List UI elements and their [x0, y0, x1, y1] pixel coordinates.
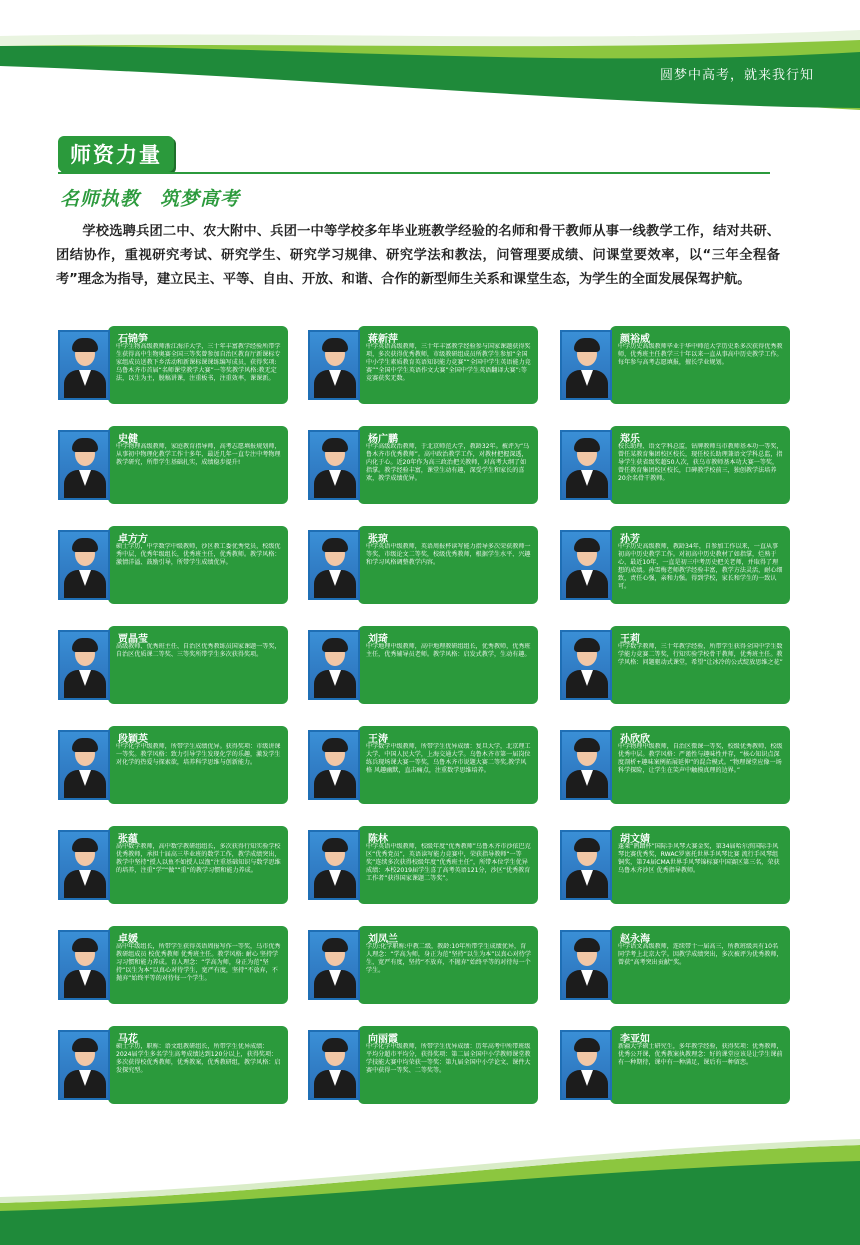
teacher-photo — [308, 430, 360, 500]
teacher-description: 中学历史高级教师毕业于华中师范大学历史系多次获得优秀教师，优秀班主任教学三十年以来一直从事高中历史教学工作。每年参与高考志愿填报，擅长学业规划。 — [618, 343, 783, 366]
teacher-photo — [58, 730, 110, 800]
teacher-name: 陈林 — [368, 834, 388, 845]
teacher-name: 胡文婧 — [620, 834, 650, 845]
teacher-photo — [308, 330, 360, 400]
teacher-photo — [58, 530, 110, 600]
teacher-photo — [560, 930, 612, 1000]
teacher-card — [58, 326, 288, 404]
teacher-name: 赵永海 — [620, 934, 650, 945]
teacher-description: 中学化学中级教师，所带学生优异成绩：历年高考中所带班级平均分超市平均分，获得奖项：第二届全国中小学教师课堂教学技能大赛中均荣获一等奖：第九届全国中小学论文、课件大赛中获得一等奖、二等奖等。 — [366, 1043, 531, 1074]
teacher-name: 刘琦 — [368, 634, 388, 645]
teacher-card — [308, 826, 538, 904]
teacher-name: 颜裕威 — [620, 334, 650, 345]
teacher-card — [58, 1026, 288, 1104]
teacher-card — [58, 726, 288, 804]
teacher-name: 张蕴 — [118, 834, 138, 845]
teacher-card — [308, 726, 538, 804]
teacher-card — [308, 926, 538, 1004]
teacher-photo — [560, 830, 612, 900]
teacher-photo — [58, 830, 110, 900]
teacher-card — [308, 626, 538, 704]
teacher-name: 李亚如 — [620, 1034, 650, 1045]
teacher-card — [560, 626, 790, 704]
teacher-name: 郑乐 — [620, 434, 640, 445]
teacher-card — [58, 526, 288, 604]
teacher-description: 中学地理中级教师，高中地理教研组组长，优秀教师，优秀班主任，优秀辅导员老师。教学风格：启发式教学，生动有趣。 — [366, 643, 531, 658]
teacher-name: 蒋新萍 — [368, 334, 398, 345]
teacher-card — [308, 1026, 538, 1104]
teacher-photo — [58, 1030, 110, 1100]
section-title: 师资力量 — [58, 136, 174, 172]
teacher-description: 硕士学历，中学数学中级教师，沙区教工委优秀党员，校级优秀中层，优秀年级组长，优秀班主任，优秀教师。教学风格：激情洋溢、鼓励引导，所带学生成绩优异。 — [116, 543, 281, 566]
teacher-photo — [58, 630, 110, 700]
teacher-description: 中学语文高级教师，连续带十一届高三，所教班级共有10名同学考上北京大学。因教学成绩突出，多次被评为优秀教师，曾获”高考突出贡献”奖。 — [618, 943, 783, 966]
teacher-description: 高中年级组长，所带学生获得英语周报写作一等奖，乌市优秀教研组成员 校优秀教师 优秀班主任。教学风格: 耐心 坚持学习习惯和能力养成。育人理念：“学高为师，身正为范”坚持“以生为本”以真心对待学生，宽严有度，坚持“不放弃，不抛弃”始终平等的对待每一个学生。 — [116, 943, 281, 982]
teacher-name: 石锦笋 — [118, 334, 148, 345]
teacher-description: 中学英语高级教师，三十年丰富教学经验参与国家课题获得奖项，多次获得优秀教师，市级教研组成员所教学生参加“全国中小学生素质教育英语知识能力竞赛”“全国中学生英语能力竞赛”“全国中学生英语作文大赛”全国中学生英语翻译大赛”:等竞赛获奖无数。 — [366, 343, 531, 382]
teacher-name: 张琼 — [368, 534, 388, 545]
teacher-name: 卓方方 — [118, 534, 148, 545]
teacher-name: 卓媛 — [118, 934, 138, 945]
teacher-description: 新疆大学硕士研究生，多年教学经验，获得奖项：优秀教师，优秀公开课，优秀教案执教理念：好的课堂应该是让学生课前有一种期待，课中有一种满足，课后有一种留恋。 — [618, 1043, 783, 1066]
teacher-photo — [560, 330, 612, 400]
teacher-card — [560, 326, 790, 404]
teacher-description: 学历:化学职称:中教二级，教龄:10年所带学生成绩优异，育人理念：“学高为师，身正为范”坚持“以生为本”以真心对待学生，宽严有度，坚持“不放弃，不抛弃”始终平等的对待每一个学生。 — [366, 943, 531, 974]
teacher-name: 贾晶莹 — [118, 634, 148, 645]
teacher-name: 段颖英 — [118, 734, 148, 745]
teacher-name: 王莉 — [620, 634, 640, 645]
teacher-card — [58, 926, 288, 1004]
section-subtitle: 名师执教 筑梦高考 — [60, 188, 241, 210]
teacher-card — [308, 526, 538, 604]
teacher-name: 史健 — [118, 434, 138, 445]
teacher-description: 中学生物高级教师浙江海洋大学，三十年丰富教学经验所带学生获得高中生物奥赛全国三等奖曾参加自治区教育厅新课标专家组成员送教下乡活动和新课标课课练编写成员，获得奖项:乌鲁木齐市首届“名师课堂教学大赛”一等奖教学风格:教无定法，以生为主，脱稿讲课，注重板书，注重效率，课课新。 — [116, 343, 281, 382]
teacher-description: 中学数学中级教师，所带学生优异成绩：复旦大学，北京理工大学，中国人民大学，上海交通大学。乌鲁木齐市第一届岗位练兵现场课大赛一等奖，乌鲁木齐市说题大赛二等奖,教学风格 风趣幽默，直击痛点，注重数学思维培养。 — [366, 743, 531, 774]
bottom-decorative-band — [0, 1125, 860, 1245]
teacher-description: 中学历史高级教师，教龄34年，自参加工作以来，一直从事初高中历史教学工作。对初高中历史教材了如指掌，烂熟于心，最近10年，一直是初三中考历史把关老师，并取得了理想的成绩。孙雪梅老师教学经验丰富，教学方法灵活，耐心细致，责任心强，亲和力强。得到学校，家长和学生的一致认可。 — [618, 543, 783, 590]
teacher-name: 马花 — [118, 1034, 138, 1045]
teacher-name: 孙芳 — [620, 534, 640, 545]
teacher-description: 中学高级政治教师，于北京师范大学，教龄32年。被评为“乌鲁木齐市优秀教师”。高中政治教学工作，对教材把握深透，内化于心。近20年作为高三政治把关教师，对高考大纲了如指掌。教学经验丰富，课堂生动有趣，深受学生和家长的喜欢，教学成绩优异。 — [366, 443, 530, 482]
intro-paragraph: 学校选聘兵团二中、农大附中、兵团一中等学校多年毕业班教学经验的名师和骨干教师从事一线教学工作，结对共研、团结协作，重视研究考试、研究学生、研究学习规律、研究学法和教法，问管理要成绩、问课堂要效率，以“三年全程备考”理念为指导，建立民主、平等、自由、开放、和谐、合作的新型师生关系和课堂生态，为学生的全面发展保驾护航。 — [56, 224, 780, 287]
title-divider — [58, 172, 770, 174]
teacher-photo — [308, 830, 360, 900]
teacher-card — [560, 1026, 790, 1104]
teacher-description: 高中数学教师，高中数学教研组组长，多次获得行知实验学校优秀教师，承担十届高三毕业班的数学工作，教学成绩突出，教学中坚持“授人以鱼不如授人以渔”注重基础知识与数学思维的培养，注重“学”“做”“重”的教学习惯和能力养成。 — [116, 843, 281, 874]
teacher-description: 蓬莱“鹊蹭杯”国际手风琴大赛金奖，第34届哈尔滨国际手风琴比赛优秀奖，RWAC罗塞托世界手风琴比赛 流行手风琴组 铜奖，第74届CMA世界手风琴锦标赛中国赛区第三名，荣获乌鲁木齐沙区 优秀指导教师。 — [618, 843, 780, 874]
teacher-photo — [560, 530, 612, 600]
teacher-photo — [58, 930, 110, 1000]
teacher-description: 中学化学中级教师，所带学生成绩优异。获得奖项：市级讲课一等奖。教学风格：致力引导学生发现化学的乐趣，激发学生对化学的热爱与探索欲，培养科学思维与创新能力。 — [116, 743, 281, 766]
teacher-photo — [308, 730, 360, 800]
teacher-description: 校长助理、语文学科总监，钻牌教师乌市教师基本功一等奖，曾任某教育集团校区校长，现任校长助理兼语文学科总监，指导学生获省级奖超50人次，获乌市教师基本功大赛一等奖，曾任教育集团校区校长，口碑教学校前三，独创教学法培养20余名骨干教师。 — [618, 443, 783, 482]
teacher-description: 中学数学教师，三十年教学经验，所带学生获得全国中学生数学能力竞赛二等奖，行知实验学校骨干教师，优秀班主任。教学风格：问题驱动式课堂，希望“让冰冷的公式绽放思维之花” — [618, 643, 783, 666]
teacher-name: 刘凤兰 — [368, 934, 398, 945]
teacher-photo — [560, 1030, 612, 1100]
teacher-card — [308, 326, 538, 404]
teacher-photo — [560, 430, 612, 500]
teacher-photo — [58, 430, 110, 500]
teacher-card — [560, 726, 790, 804]
teacher-card — [560, 926, 790, 1004]
teacher-card — [58, 626, 288, 704]
teacher-photo — [308, 530, 360, 600]
teacher-photo — [308, 1030, 360, 1100]
teacher-description: 中学英语中级教师，英语周报杯读写能力指导多次荣获教师一等奖，市级论文二等奖，校级优秀教师，根据学生水平、兴趣和学习风格调整教学内容。 — [366, 543, 531, 566]
teacher-description: 中学物理中级教师，自治区微课一等奖，校级优秀教师，校级优秀中层。教学风格：严谨性与趣味性并存，“核心知识点深度剖析+趣味案例拓展延伸”的混合模式。“物理课堂应像一场科学探险，让学生在笑声中触摸真理的边界。” — [618, 743, 783, 774]
teacher-photo — [308, 630, 360, 700]
teacher-description: 中学物理高级教师，家庭教育指导师，高考志愿填报规划师，从事初中物理化教学工作十多年，最近几年一直专注中考物理教学研究，所带学生基础扎实，成绩稳步提升! — [116, 443, 281, 466]
header-slogan: 圆梦中高考，就来我行知 — [659, 68, 814, 83]
teacher-card — [560, 426, 790, 504]
top-decorative-band — [0, 0, 860, 120]
teacher-name: 王涛 — [368, 734, 388, 745]
teacher-description: 中学英语中级教师，校级年度“优秀教师”乌鲁木齐市沙依巴克区“优秀党员”，英语读写能力竞赛中，荣获指导教师“一等奖”连续多次获得校级年度“优秀班主任”，所带本位学生优异成绩：本校2019届学生喜了高考英语121分，沙区“优秀教育工作者”获得国家课题二等奖”。 — [366, 843, 531, 882]
teacher-photo — [58, 330, 110, 400]
teacher-card — [58, 426, 288, 504]
teacher-card — [560, 526, 790, 604]
teacher-photo — [308, 930, 360, 1000]
teacher-photo — [560, 630, 612, 700]
teacher-name: 杨广鹏 — [368, 434, 398, 445]
teacher-description: 硕士学历，职称：语文组教研组长，所带学生优异成绩：2024届学生多名学生高考成绩达到120分以上，获得奖项：多次获得校优秀教师，优秀教案，优秀教研组，教学风格：启发探究型。 — [116, 1043, 281, 1074]
teacher-photo — [560, 730, 612, 800]
teacher-name: 向丽霞 — [368, 1034, 398, 1045]
teacher-card — [560, 826, 790, 904]
teacher-card — [58, 826, 288, 904]
teacher-name: 孙欣欣 — [620, 734, 650, 745]
teacher-card — [308, 426, 538, 504]
teacher-description: 高级教师、优秀班主任、自治区优秀教练员国家课题一等奖，自治区优质课二等奖、三等奖所带学生多次获得奖项。 — [116, 643, 281, 658]
